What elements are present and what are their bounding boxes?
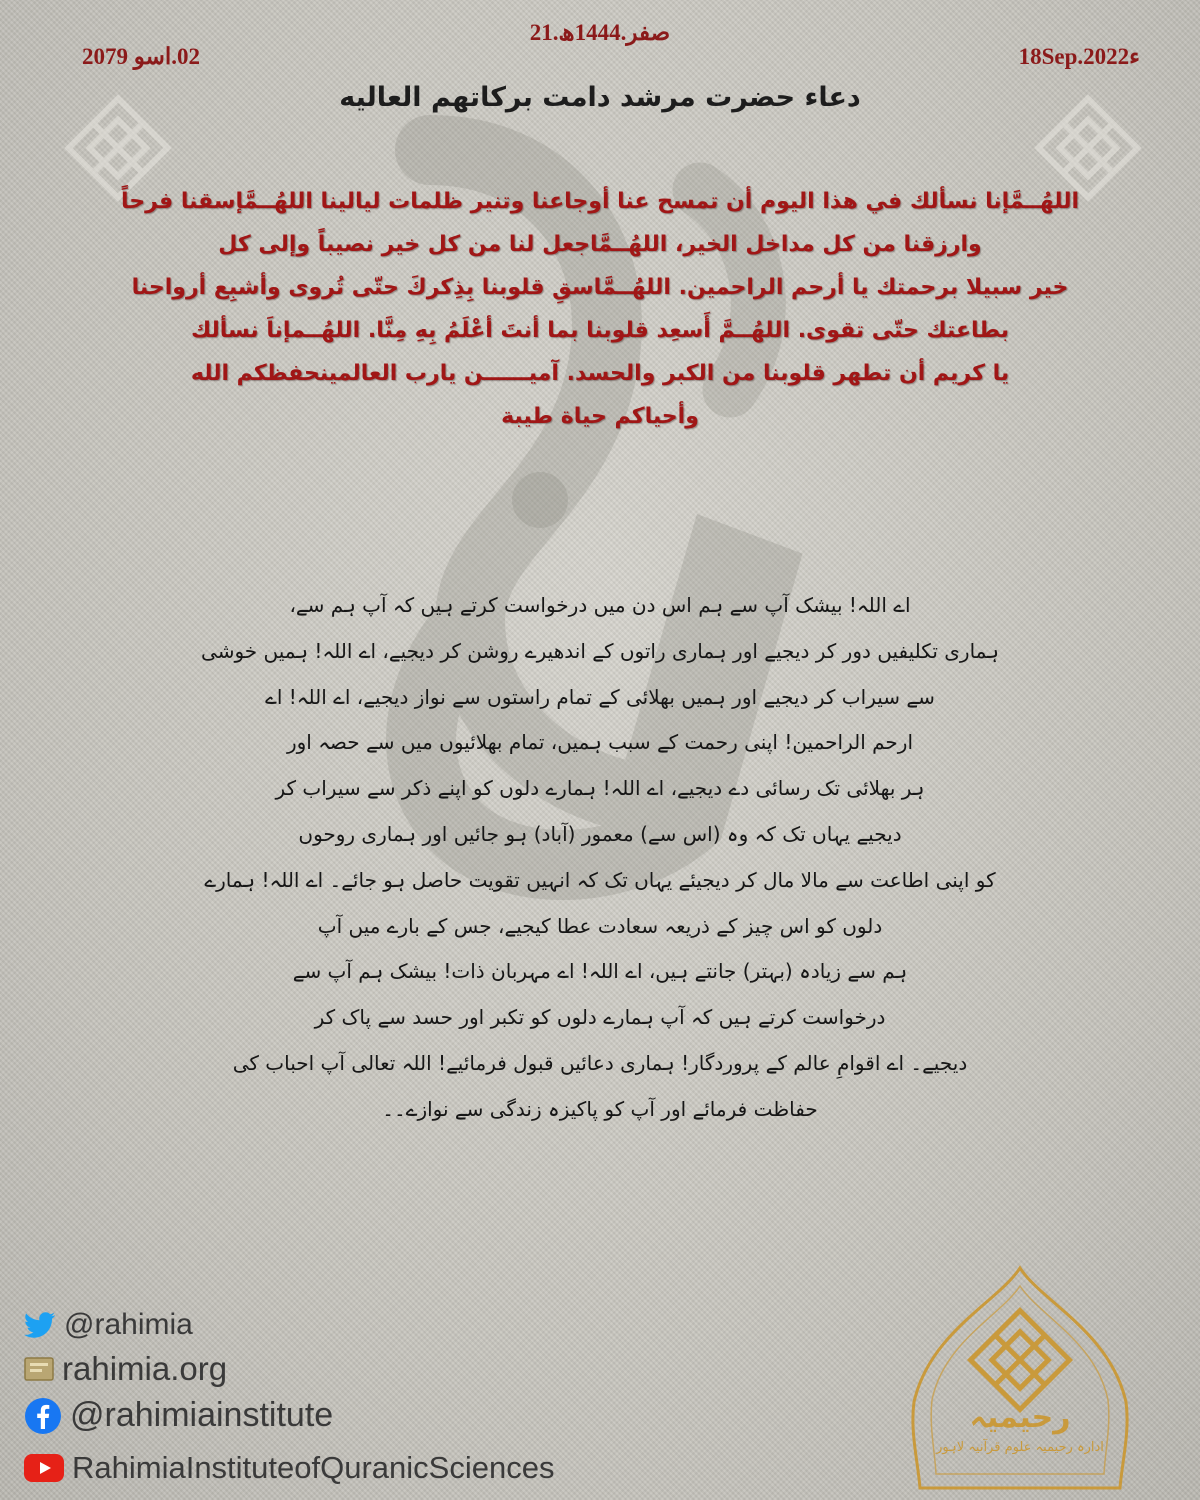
youtube-channel: RahimiaInstituteofQuranicSciences: [72, 1450, 555, 1485]
arabic-dua-line: اللهُــمَّإنا نسألك في هذا اليوم أن تمسح عنا أوجاعنا وتنير ظلمات ليالينا اللهُــمَّإسقنا فرحاً: [120, 189, 1080, 214]
urdu-line: دلوں کو اس چیز کے ذریعہ سعادت عطا کیجیے، جس کے بارے میں آپ: [317, 913, 883, 938]
facebook-link[interactable]: [24, 1396, 333, 1435]
urdu-line: ارحم الراحمین! اپنی رحمت کے سبب ہمیں، تمام بھلائیوں میں سے حصہ اور: [286, 730, 914, 755]
logo-subtitle: ادارہ رحیمیہ علوم قرآنیہ لاہور: [936, 1440, 1104, 1455]
arabic-dua-line: خير سبيلا برحمتك يا أرحم الراحمين. اللهُــمَّاسقِ قلوبنا بِذِكركَ حتّى تُروى وأشبِع أرواحنا: [131, 275, 1069, 300]
hijri-date: 21.صفر.1444ھ: [529, 20, 671, 45]
twitter-link[interactable]: [24, 1308, 193, 1342]
website-url: rahimia.org: [62, 1350, 228, 1387]
website-link[interactable]: [24, 1350, 227, 1388]
urdu-line: اے اللہ! بیشک آپ سے ہم اس دن میں درخواست کرتے ہیں کہ آپ ہم سے،: [289, 593, 911, 617]
urdu-line: حفاظت فرمائے اور آپ کو پاکیزہ زندگی سے نوازے۔۔: [382, 1096, 818, 1121]
arabic-dua: [120, 180, 1080, 438]
urdu-line: ہماری تکلیفیں دور کر دیجیے اور ہماری راتوں کے اندھیرے روشن کر دیجیے، اے اللہ! ہمیں خوشی: [201, 638, 999, 663]
bikrami-date: 02.اسو 2079: [82, 44, 201, 69]
urdu-line: ہم سے زیادہ (بہتر) جانتے ہیں، اے اللہ! اے مہربان ذات! بیشک ہم آپ سے: [292, 959, 908, 984]
urdu-line: ہر بھلائی تک رسائی دے دیجیے، اے اللہ! ہمارے دلوں کو اپنے ذکر سے سیراب کر: [275, 776, 925, 801]
urdu-line: دیجیے یہاں تک کہ وہ (اس سے) معمور (آباد) ہو جائیں اور ہماری روحوں: [298, 821, 902, 846]
urdu-line: کو اپنی اطاعت سے مالا مال کر دیجیئے یہاں تک کہ انہیں تقویت حاصل ہو جائے۔ اے اللہ! ہمارے: [204, 867, 996, 892]
page-title: دعاء حضرت مرشد دامت برکاتهم العالیه: [339, 82, 861, 113]
urdu-translation: [150, 583, 1050, 1133]
arabic-dua-line: وأحياكم حياة طيبة: [501, 404, 699, 429]
gregorian-date: 18Sep.2022ء: [1018, 44, 1140, 69]
facebook-icon: [24, 1397, 62, 1435]
urdu-line: درخواست کرتے ہیں کہ آپ ہمارے دلوں کو تکبر اور حسد سے پاک کر: [314, 1005, 886, 1030]
rahimia-logo: [890, 1262, 1150, 1490]
urdu-line: سے سیراب کر دیجیے اور ہمیں بھلائی کے تمام راستوں سے نواز دیجیے، اے اللہ! اے: [265, 684, 935, 709]
logo-wordmark: رحیمیہ: [969, 1400, 1071, 1435]
arabic-dua-line: بطاعتك حتّى تقوى. اللهُــمَّ أَسعِد قلوبنا بما أنتَ أعْلَمُ بِهِ مِنَّا. اللهُــمإناَ نسألك: [191, 318, 1009, 343]
arabic-dua-line: يا كريم أن تطهر قلوبنا من الكبر والحسد. آميــــــن يارب العالمينحفظكم الله: [190, 361, 1010, 386]
website-icon: [24, 1357, 54, 1381]
arabic-dua-line: وارزقنا من كل مداخل الخير، اللهُــمَّاجعل لنا من كل خير نصيباً وإلى كل: [218, 232, 982, 257]
twitter-handle: @rahimia: [64, 1308, 193, 1341]
facebook-handle: @rahimiainstitute: [70, 1396, 334, 1434]
urdu-line: دیجیے۔ اے اقوامِ عالم کے پروردگار! ہماری دعائیں قبول فرمائیے! اللہ تعالی آپ احباب کی: [232, 1050, 968, 1075]
youtube-icon: [24, 1454, 64, 1482]
twitter-icon: [24, 1312, 56, 1338]
youtube-link[interactable]: [24, 1450, 554, 1486]
